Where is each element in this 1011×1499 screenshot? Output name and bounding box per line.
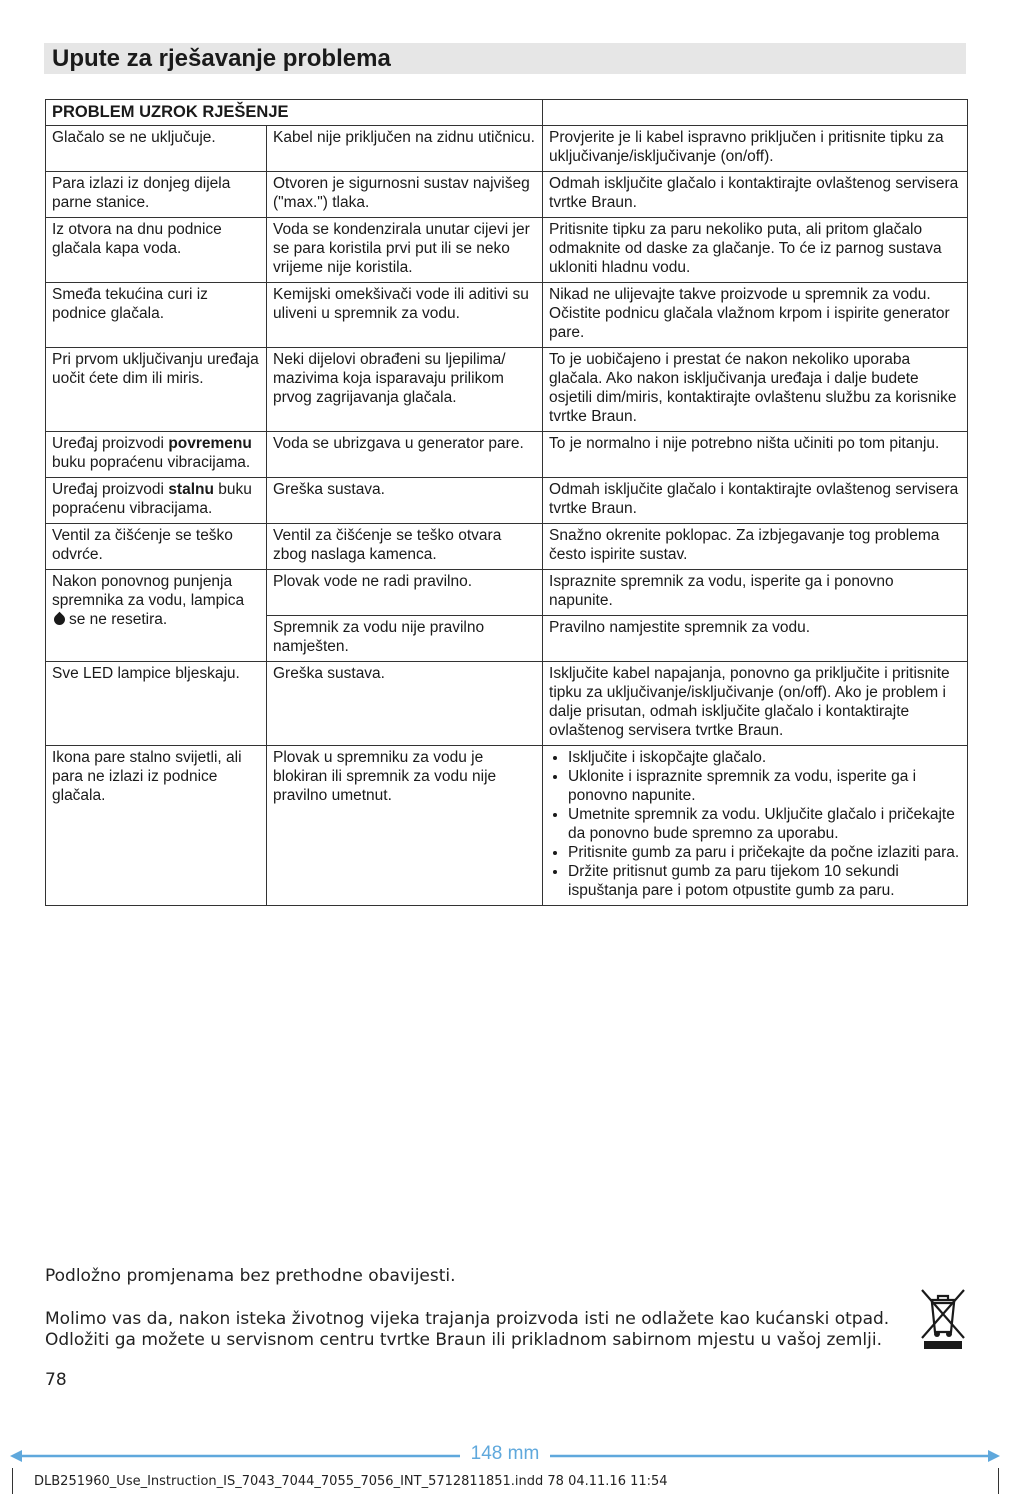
cause-cell: Plovak u spremniku za vodu je blokiran ili spremnik za vodu nije pravilno umetnut. xyxy=(267,746,543,906)
table-header-row xyxy=(46,100,968,126)
problem-text: buku popraćenu vibracijama. xyxy=(52,481,252,517)
table-row xyxy=(46,746,968,906)
solution-cell: To je normalno i nije potrebno ništa učiniti po tom pitanju. xyxy=(543,432,968,478)
cause-cell: Voda se kondenzirala unutar cijevi jer se para koristila prvi put ili se neko vrijeme nije koristila. xyxy=(267,218,543,283)
table-row xyxy=(46,172,968,218)
solution-cell: Nikad ne ulijevajte takve proizvode u spremnik za vodu. Očistite podnicu glačala vlažnom krpom i ispirite generator pare. xyxy=(543,283,968,348)
cause-cell: Voda se ubrizgava u generator pare. xyxy=(267,432,543,478)
weee-bin-icon xyxy=(918,1286,968,1350)
problem-cell xyxy=(46,478,267,524)
problem-text: se ne resetira. xyxy=(69,611,168,628)
problem-cell: Smeđa tekućina curi iz podnice glačala. xyxy=(46,283,267,348)
title-bar xyxy=(44,43,966,74)
table-row xyxy=(46,570,968,616)
table-row xyxy=(46,283,968,348)
table-row xyxy=(46,432,968,478)
table-row xyxy=(46,524,968,570)
print-slug: DLB251960_Use_Instruction_IS_7043_7044_7055_7056_INT_5712811851.indd 78 04.11.16 11:54 xyxy=(34,1474,668,1489)
cause-cell: Greška sustava. xyxy=(267,478,543,524)
page-title: Upute za rješavanje problema xyxy=(52,45,391,72)
cause-cell: Plovak vode ne radi pravilno. xyxy=(267,570,543,616)
solution-steps xyxy=(549,748,961,900)
solution-cell: Isključite kabel napajanja, ponovno ga priključite i pritisnite tipku za uključivanje/isključivanje (on/off). Ako je problem i dalje prisutan, odmah isključite glačalo i kontaktirajte ovlaštenog servisera tvrtke Braun. xyxy=(543,662,968,746)
solution-step: • Umetnite spremnik za vodu. Uključite glačalo i pričekajte da ponovno bude spremno za uporabu. xyxy=(568,805,961,843)
problem-emphasis: stalnu xyxy=(168,481,214,498)
problem-cell: Ikona pare stalno svijetli, ali para ne izlazi iz podnice glačala. xyxy=(46,746,267,906)
problem-cell: Ventil za čišćenje se teško odvrće. xyxy=(46,524,267,570)
troubleshooting-table xyxy=(45,99,968,906)
solution-cell: Odmah isključite glačalo i kontaktirajte ovlaštenog servisera tvrtke Braun. xyxy=(543,172,968,218)
solution-cell: Pravilno namjestite spremnik za vodu. xyxy=(543,616,968,662)
table-row xyxy=(46,126,968,172)
cause-cell: Ventil za čišćenje se teško otvara zbog naslaga kamenca. xyxy=(267,524,543,570)
problem-emphasis: povremenu xyxy=(168,435,252,452)
solution-cell: Ispraznite spremnik za vodu, isperite ga i ponovno napunite. xyxy=(543,570,968,616)
cause-cell: Spremnik za vodu nije pravilno namješten. xyxy=(267,616,543,662)
problem-cell: Sve LED lampice bljeskaju. xyxy=(46,662,267,746)
disposal-line-2: Odložiti ga možete u servisnom centru tvrtke Braun ili prikladnom sabirnom mjestu u vašoj zemlji. xyxy=(45,1330,883,1350)
cause-cell: Greška sustava. xyxy=(267,662,543,746)
water-drop-icon xyxy=(52,612,68,628)
solution-cell: Odmah isključite glačalo i kontaktirajte ovlaštenog servisera tvrtke Braun. xyxy=(543,478,968,524)
problem-text: buku popraćenu vibracijama. xyxy=(52,454,251,471)
table-row xyxy=(46,348,968,432)
cause-cell: Otvoren je sigurnosni sustav najvišeg ("max.") tlaka. xyxy=(267,172,543,218)
solution-step: • Isključite i iskopčajte glačalo. xyxy=(568,748,961,767)
table-header: PROBLEM UZROK RJEŠENJE xyxy=(46,100,543,126)
table-row xyxy=(46,662,968,746)
cause-cell: Kemijski omekšivači vode ili aditivi su uliveni u spremnik za vodu. xyxy=(267,283,543,348)
ruler-label: 148 mm xyxy=(460,1443,550,1465)
cause-cell: Neki dijelovi obrađeni su ljepilima/ mazivima koja isparavaju prilikom prvog zagrijavanja glačala. xyxy=(267,348,543,432)
problem-cell: Para izlazi iz donjeg dijela parne stanice. xyxy=(46,172,267,218)
solution-cell: Snažno okrenite poklopac. Za izbjegavanje tog problema često ispirite sustav. xyxy=(543,524,968,570)
solution-step: • Uklonite i ispraznite spremnik za vodu, isperite ga i ponovno napunite. xyxy=(568,767,961,805)
solution-cell: To je uobičajeno i prestat će nakon nekoliko uporaba glačala. Ako nakon isključivanja uređaja i dalje budete osjetili dim/miris, kontaktirajte ovlaštenu službu za korisnike tvrtke Braun. xyxy=(543,348,968,432)
table-row xyxy=(46,478,968,524)
solution-cell: Provjerite je li kabel ispravno priključen i pritisnite tipku za uključivanje/isključivanje (on/off). xyxy=(543,126,968,172)
solution-cell: Pritisnite tipku za paru nekoliko puta, ali pritom glačalo odmaknite od daske za glačanje. To će iz parnog sustava ukloniti hladnu vodu. xyxy=(543,218,968,283)
problem-cell: Pri prvom uključivanju uređaja uočit ćete dim ili miris. xyxy=(46,348,267,432)
table-row xyxy=(46,218,968,283)
problem-text: Nakon ponovnog punjenja spremnika za vodu, lampica xyxy=(52,573,245,609)
problem-cell xyxy=(46,570,267,662)
slug-divider xyxy=(998,1468,999,1494)
problem-cell: Glačalo se ne uključuje. xyxy=(46,126,267,172)
change-notice: Podložno promjenama bez prethodne obavijesti. xyxy=(45,1266,456,1286)
cause-cell: Kabel nije priključen na zidnu utičnicu. xyxy=(267,126,543,172)
solution-step: • Držite pritisnut gumb za paru tijekom 10 sekundi ispuštanja pare i potom otpustite gumb za paru. xyxy=(568,862,961,900)
page-number: 78 xyxy=(45,1370,67,1390)
problem-cell: Iz otvora na dnu podnice glačala kapa voda. xyxy=(46,218,267,283)
slug-divider xyxy=(12,1468,13,1494)
solution-cell xyxy=(543,746,968,906)
solution-step: • Pritisnite gumb za paru i pričekajte da počne izlaziti para. xyxy=(568,843,961,862)
problem-text: Uređaj proizvodi xyxy=(52,481,169,498)
table-header-empty xyxy=(543,100,968,126)
problem-text: Uređaj proizvodi xyxy=(52,435,169,452)
disposal-line-1: Molimo vas da, nakon isteka životnog vijeka trajanja proizvoda isti ne odlažete kao kućanski otpad. xyxy=(45,1309,890,1329)
problem-cell xyxy=(46,432,267,478)
